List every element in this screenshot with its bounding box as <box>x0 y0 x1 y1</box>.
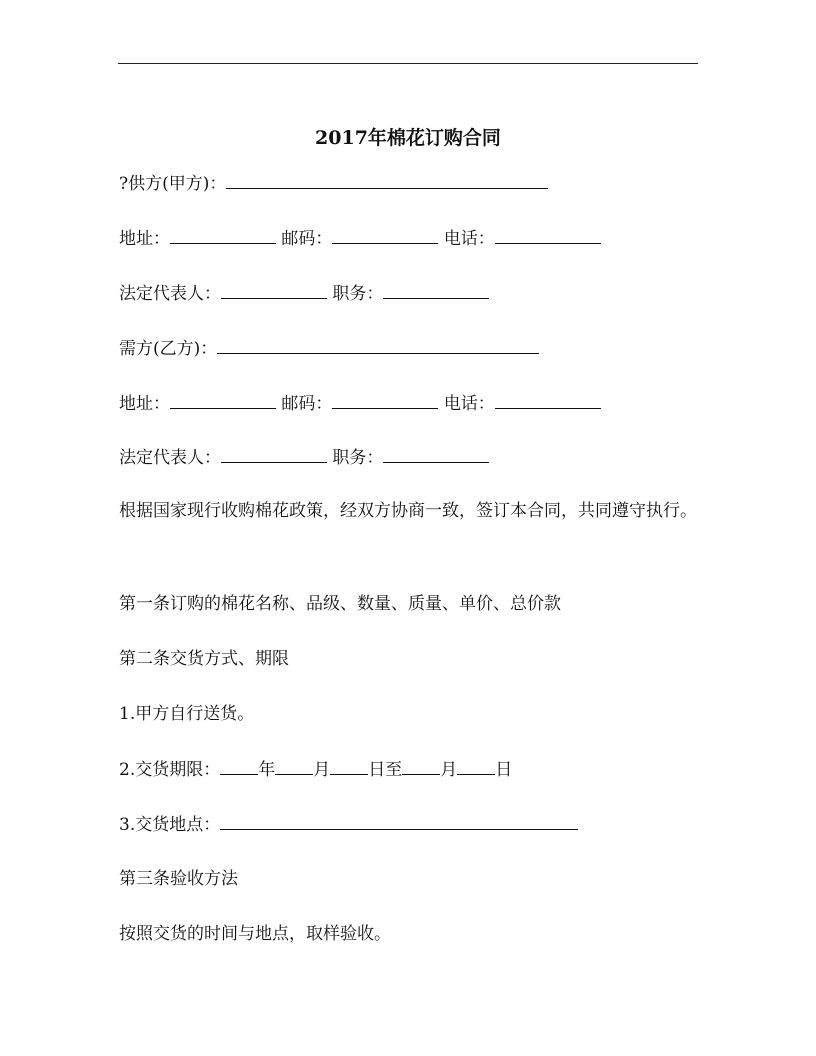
phone-label: 电话： <box>443 229 495 249</box>
article-2: 第二条交货方式、期限 <box>119 649 289 669</box>
buyer-label: 需方(乙方)： <box>119 339 218 359</box>
address-label: 地址： <box>119 394 170 414</box>
month-blank <box>275 756 313 775</box>
header-rule <box>118 63 698 64</box>
item-1: 1.甲方自行送货。 <box>119 704 255 724</box>
legal-rep-label: 法定代表人： <box>119 284 221 304</box>
buyer-address-line <box>119 390 601 417</box>
supplier-label: ?供方(甲方)： <box>119 174 227 194</box>
address-label: 地址： <box>119 229 170 249</box>
delivery-period-label: 2.交货期限： <box>119 760 221 780</box>
phone-blank <box>495 225 601 244</box>
intro-paragraph: 根据国家现行收购棉花政策，经双方协商一致，签订本合同，共同遵守执行。 <box>119 501 697 521</box>
end-month-label: 月 <box>440 760 458 780</box>
month-label: 月 <box>313 760 331 780</box>
postcode-label: 邮码： <box>281 394 333 414</box>
phone-label: 电话： <box>443 394 495 414</box>
address-blank <box>170 225 276 244</box>
end-month-blank <box>402 756 440 775</box>
position-label: 职务： <box>332 284 384 304</box>
end-day-blank <box>457 756 495 775</box>
buyer-rep-line <box>119 444 489 471</box>
end-day-label: 日 <box>495 760 513 780</box>
postcode-blank <box>332 390 438 409</box>
phone-blank <box>495 390 601 409</box>
supplier-rep-line <box>119 280 489 307</box>
day-blank <box>330 756 368 775</box>
buyer-line <box>119 335 539 362</box>
postcode-blank <box>332 225 438 244</box>
supplier-blank <box>226 170 548 189</box>
delivery-place-label: 3.交货地点： <box>119 815 221 835</box>
legal-rep-blank <box>221 444 327 463</box>
delivery-place-blank <box>220 811 578 830</box>
address-blank <box>170 390 276 409</box>
position-blank <box>383 444 489 463</box>
document-title: 2017年棉花订购合同 <box>315 127 501 149</box>
legal-rep-blank <box>221 280 327 299</box>
delivery-place-line <box>119 811 578 838</box>
year-label: 年 <box>258 760 276 780</box>
postcode-label: 邮码： <box>281 229 333 249</box>
buyer-blank <box>217 335 539 354</box>
supplier-line <box>119 170 548 197</box>
position-label: 职务： <box>332 448 384 468</box>
year-blank <box>220 756 258 775</box>
delivery-period-line <box>119 756 512 783</box>
position-blank <box>383 280 489 299</box>
article-3: 第三条验收方法 <box>119 869 238 889</box>
article-1: 第一条订购的棉花名称、品级、数量、质量、单价、总价款 <box>119 594 561 614</box>
to-label: 日至 <box>368 760 403 780</box>
supplier-address-line <box>119 225 601 252</box>
inspection-text: 按照交货的时间与地点，取样验收。 <box>119 924 391 944</box>
legal-rep-label: 法定代表人： <box>119 448 221 468</box>
